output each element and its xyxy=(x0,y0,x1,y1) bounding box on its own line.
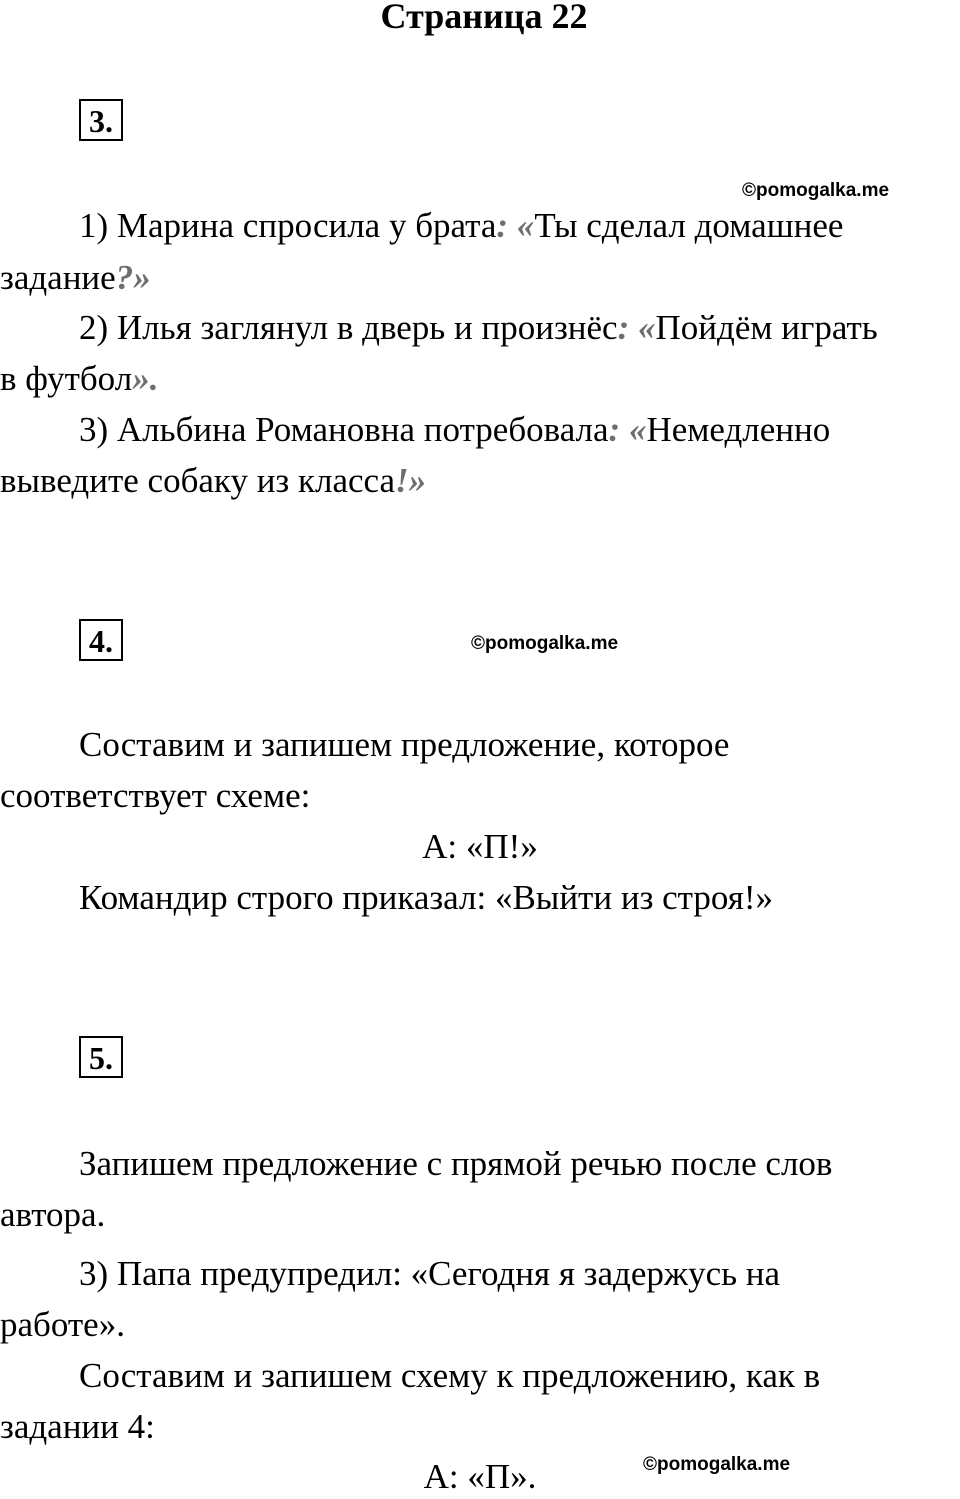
inserted-punctuation: ?» xyxy=(115,258,151,297)
task-5-number: 5. xyxy=(79,1036,123,1078)
inserted-punctuation: ». xyxy=(132,359,159,398)
task-3-sentence-1-line-1 xyxy=(79,204,843,248)
text: Немедленно xyxy=(646,410,831,449)
inserted-punctuation: : « xyxy=(617,308,656,347)
text: задание xyxy=(0,258,116,297)
text: Ты сделал домашнее xyxy=(534,206,844,245)
inserted-punctuation: : « xyxy=(608,410,647,449)
task-4-scheme: А: «П!» xyxy=(422,827,538,866)
text: 2) Илья заглянул в дверь и произнёс xyxy=(79,308,618,347)
text: выведите собаку из класса xyxy=(0,461,396,500)
text: 1) Марина спросила у брата xyxy=(79,206,497,245)
task-4-line-1: Составим и запишем предложение, которое xyxy=(79,725,730,764)
text: в футбол xyxy=(0,359,133,398)
task-4-number: 4. xyxy=(79,619,123,661)
text: 3) Альбина Романовна потребовала xyxy=(79,410,609,449)
task-5-line-1: Запишем предложение с прямой речью после слов xyxy=(79,1144,833,1183)
page-title: Страница 22 xyxy=(380,0,588,36)
watermark: ©pomogalka.me xyxy=(643,1454,791,1475)
watermark: ©pomogalka.me xyxy=(471,633,619,654)
task-4-sentence: Командир строго приказал: «Выйти из строя!» xyxy=(79,878,773,917)
task-5-line-3: 3) Папа предупредил: «Сегодня я задержусь на xyxy=(79,1254,781,1293)
task-5-line-5: Составим и запишем схему к предложению, как в xyxy=(79,1356,821,1395)
task-3-sentence-2-line-1 xyxy=(79,306,878,350)
task-5-line-4: работе». xyxy=(0,1305,125,1344)
task-5-line-2: автора. xyxy=(0,1195,106,1234)
task-3-number: 3. xyxy=(79,99,123,141)
task-4-line-2: соответствует схеме: xyxy=(0,776,311,815)
task-3-sentence-3-line-2 xyxy=(0,459,426,503)
inserted-punctuation: : « xyxy=(496,206,535,245)
text: Пойдём играть xyxy=(655,308,878,347)
task-5-scheme: А: «П». xyxy=(423,1457,537,1496)
inserted-punctuation: !» xyxy=(395,461,427,500)
task-3-sentence-3-line-1 xyxy=(79,408,830,452)
task-5-line-6: задании 4: xyxy=(0,1407,155,1446)
task-3-sentence-1-line-2 xyxy=(0,256,151,300)
task-3-sentence-2-line-2 xyxy=(0,357,158,401)
watermark: ©pomogalka.me xyxy=(742,180,890,201)
